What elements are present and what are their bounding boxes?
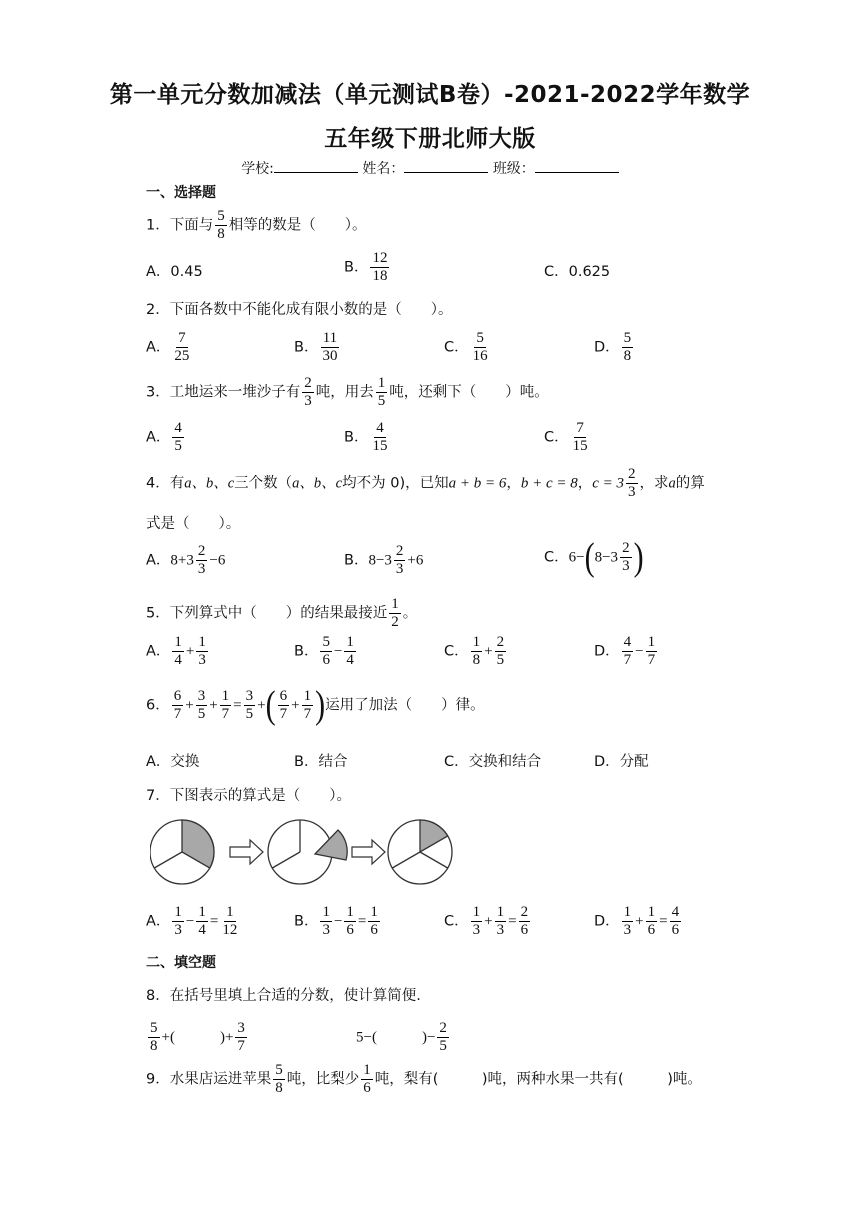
q7-option-c[interactable]: C． $\frac{1}{3}$ + $\frac{1}{3}$ = $\frac{2}{6}$	[444, 904, 529, 938]
class-blank[interactable]	[535, 160, 619, 173]
q2-option-c[interactable]: C． $\frac{5}{16}$	[444, 330, 488, 364]
question-9: 9．水果店运进苹果 $\frac{5}{8}$ 吨，比梨少 $\frac{1}{6}$ 吨，梨有( )吨，两种水果一共有( )吨。	[146, 1062, 702, 1096]
q3-option-b[interactable]: B． $\frac{4}{15}$	[344, 420, 388, 454]
q5-option-c[interactable]: C． $\frac{1}{8}$ + $\frac{2}{5}$	[444, 634, 505, 668]
student-info	[0, 158, 860, 178]
q7-option-d[interactable]: D． $\frac{1}{3}$ + $\frac{1}{6}$ = $\frac{4}{6}$	[594, 904, 680, 938]
q4-option-c[interactable]: C．6−(8−3 $\frac{2}{3}$ )	[544, 535, 644, 579]
q1-text-post: 相等的数是（ ）。	[228, 217, 367, 234]
question-6: 6． $\frac{6}{7}$ + $\frac{3}{5}$ + $\frac{1}{7}$ = $\frac{3}{5}$ +( $\frac{6}{7}$ + $\frac{1}{7}$ )运用了加法（ ）律。	[146, 683, 485, 727]
arrow-right-icon	[352, 840, 385, 864]
q1-option-c[interactable]: C．0.625	[544, 264, 611, 280]
title-line-1: 第一单元分数加减法（单元测试B卷）-2021-2022学年数学	[109, 82, 751, 108]
q1-fraction: $\frac{5}{8}$	[217, 208, 225, 242]
q1-option-a[interactable]: A．0.45	[146, 264, 203, 280]
class-label: 班级：	[492, 161, 535, 177]
section-fill: 二、填空题	[146, 955, 216, 971]
q4-option-b[interactable]: B．8−3 $\frac{2}{3}$ +6	[344, 543, 424, 577]
question-8: 8．在括号里填上合适的分数，使计算简便.	[146, 988, 421, 1004]
arrow-right-icon	[230, 840, 263, 864]
q5-option-b[interactable]: B． $\frac{5}{6}$ − $\frac{1}{4}$	[294, 634, 354, 668]
pie-3	[388, 820, 452, 884]
q8-expression-2[interactable]: 5−( )− $\frac{2}{5}$	[356, 1020, 447, 1054]
q7-figure	[150, 812, 470, 892]
school-blank[interactable]	[274, 160, 358, 173]
q6-option-c[interactable]: C．交换和结合	[444, 754, 542, 770]
question-1	[146, 208, 366, 243]
title-line-2: 五年级下册北师大版	[324, 126, 536, 152]
q3-option-a[interactable]: A． $\frac{4}{5}$	[146, 420, 182, 454]
q2-option-a[interactable]: A． $\frac{7}{25}$	[146, 330, 190, 364]
section-choice: 一、选择题	[146, 185, 216, 201]
q6-option-b[interactable]: B．结合	[294, 754, 348, 770]
question-5: 5．下列算式中（ ）的结果最接近 $\frac{1}{2}$ 。	[146, 596, 418, 630]
q5-option-d[interactable]: D． $\frac{4}{7}$ − $\frac{1}{7}$	[594, 634, 656, 668]
q2-option-d[interactable]: D． $\frac{5}{8}$	[594, 330, 632, 364]
question-4-line-1: 4．有a、b、c三个数（a、b、c均不为 0)，已知a + b = 6，b + c = 8，c = 3 $\frac{2}{3}$ ，求a的算	[146, 466, 705, 500]
question-2: 2．下面各数中不能化成有限小数的是（ ）。	[146, 302, 453, 318]
school-label: 学校:	[241, 161, 274, 177]
q4-option-a[interactable]: A．8+3 $\frac{2}{3}$ −6	[146, 543, 226, 577]
name-label: 姓名：	[362, 161, 405, 177]
question-7: 7．下图表示的算式是（ ）。	[146, 788, 351, 804]
pie-1	[150, 820, 214, 884]
q6-option-a[interactable]: A．交换	[146, 754, 200, 770]
q5-option-a[interactable]: A． $\frac{1}{4}$ + $\frac{1}{3}$	[146, 634, 206, 668]
question-3: 3．工地运来一堆沙子有 $\frac{2}{3}$ 吨，用去 $\frac{1}{5}$ 吨，还剩下（ ）吨。	[146, 375, 549, 409]
q1-option-b[interactable]: B． $\frac{12}{18}$	[344, 250, 388, 284]
q7-option-a[interactable]: A． $\frac{1}{3}$ − $\frac{1}{4}$ = $\frac{1}{12}$	[146, 904, 238, 938]
q2-option-b[interactable]: B． $\frac{11}{30}$	[294, 330, 338, 364]
q3-option-c[interactable]: C． $\frac{7}{15}$	[544, 420, 588, 454]
q1-text-pre: 1．下面与	[146, 217, 214, 234]
q8-expression-1[interactable]: $\frac{5}{8}$ +( )+ $\frac{3}{7}$	[150, 1020, 245, 1054]
question-4-line-2: 式是（ ）。	[146, 516, 241, 532]
name-blank[interactable]	[404, 160, 488, 173]
q6-option-d[interactable]: D．分配	[594, 754, 649, 770]
q7-option-b[interactable]: B． $\frac{1}{3}$ − $\frac{1}{6}$ = $\frac{1}{6}$	[294, 904, 378, 938]
pie-2	[268, 820, 347, 884]
